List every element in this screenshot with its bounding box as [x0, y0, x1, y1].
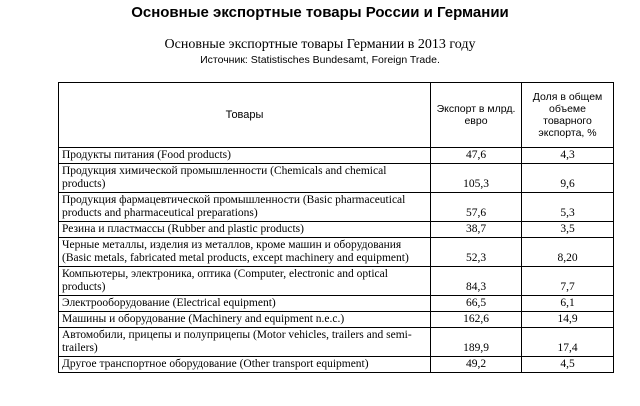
- row-goods: Резина и пластмассы (Rubber and plastic products): [59, 222, 431, 238]
- row-export: 57,6: [431, 193, 522, 222]
- row-export: 189,9: [431, 328, 522, 357]
- row-goods: Компьютеры, электроника, оптика (Computer, electronic and optical products): [59, 267, 431, 296]
- row-share: 17,4: [522, 328, 614, 357]
- row-export: 162,6: [431, 312, 522, 328]
- row-export: 47,6: [431, 148, 522, 164]
- row-goods: Электрооборудование (Electrical equipment): [59, 296, 431, 312]
- row-export: 66,5: [431, 296, 522, 312]
- page-title: Основные экспортные товары России и Германии: [131, 4, 509, 21]
- table-row: [59, 148, 614, 164]
- row-export: 84,3: [431, 267, 522, 296]
- table-row: [59, 357, 614, 373]
- table-row: [59, 238, 614, 267]
- row-goods: Другое транспортное оборудование (Other transport equipment): [59, 357, 431, 373]
- row-share: 8,20: [522, 238, 614, 267]
- table-header-row: [59, 83, 614, 148]
- table-row: [59, 193, 614, 222]
- header-goods: Товары: [59, 83, 431, 148]
- table-row: [59, 296, 614, 312]
- row-share: 14,9: [522, 312, 614, 328]
- row-export: 38,7: [431, 222, 522, 238]
- row-share: 5,3: [522, 193, 614, 222]
- row-share: 7,7: [522, 267, 614, 296]
- table-title: Основные экспортные товары Германии в 2013 году: [164, 37, 476, 52]
- row-goods: Продукция химической промышленности (Chemicals and chemical products): [59, 164, 431, 193]
- source-note: Источник: Statistisches Bundesamt, Foreign Trade.: [200, 54, 440, 66]
- table-row: [59, 267, 614, 296]
- row-share: 9,6: [522, 164, 614, 193]
- header-export: Экспорт в млрд. евро: [431, 83, 522, 148]
- header-share: Доля в общем объеме товарного экспорта, %: [522, 83, 614, 148]
- row-share: 4,5: [522, 357, 614, 373]
- row-goods: Черные металлы, изделия из металлов, кроме машин и оборудования (Basic metals, fabricated metal products, except machinery and equipment): [59, 238, 431, 267]
- table-row: [59, 164, 614, 193]
- table-row: [59, 312, 614, 328]
- export-table: [58, 82, 614, 373]
- row-share: 6,1: [522, 296, 614, 312]
- row-goods: Машины и оборудование (Machinery and equipment n.e.c.): [59, 312, 431, 328]
- row-export: 105,3: [431, 164, 522, 193]
- row-goods: Автомобили, прицепы и полуприцепы (Motor vehicles, trailers and semi-trailers): [59, 328, 431, 357]
- row-export: 49,2: [431, 357, 522, 373]
- row-export: 52,3: [431, 238, 522, 267]
- table-row: [59, 222, 614, 238]
- row-share: 3,5: [522, 222, 614, 238]
- table-row: [59, 328, 614, 357]
- row-goods: Продукты питания (Food products): [59, 148, 431, 164]
- row-goods: Продукция фармацевтической промышленности (Basic pharmaceutical products and pharmaceutical preparations): [59, 193, 431, 222]
- row-share: 4,3: [522, 148, 614, 164]
